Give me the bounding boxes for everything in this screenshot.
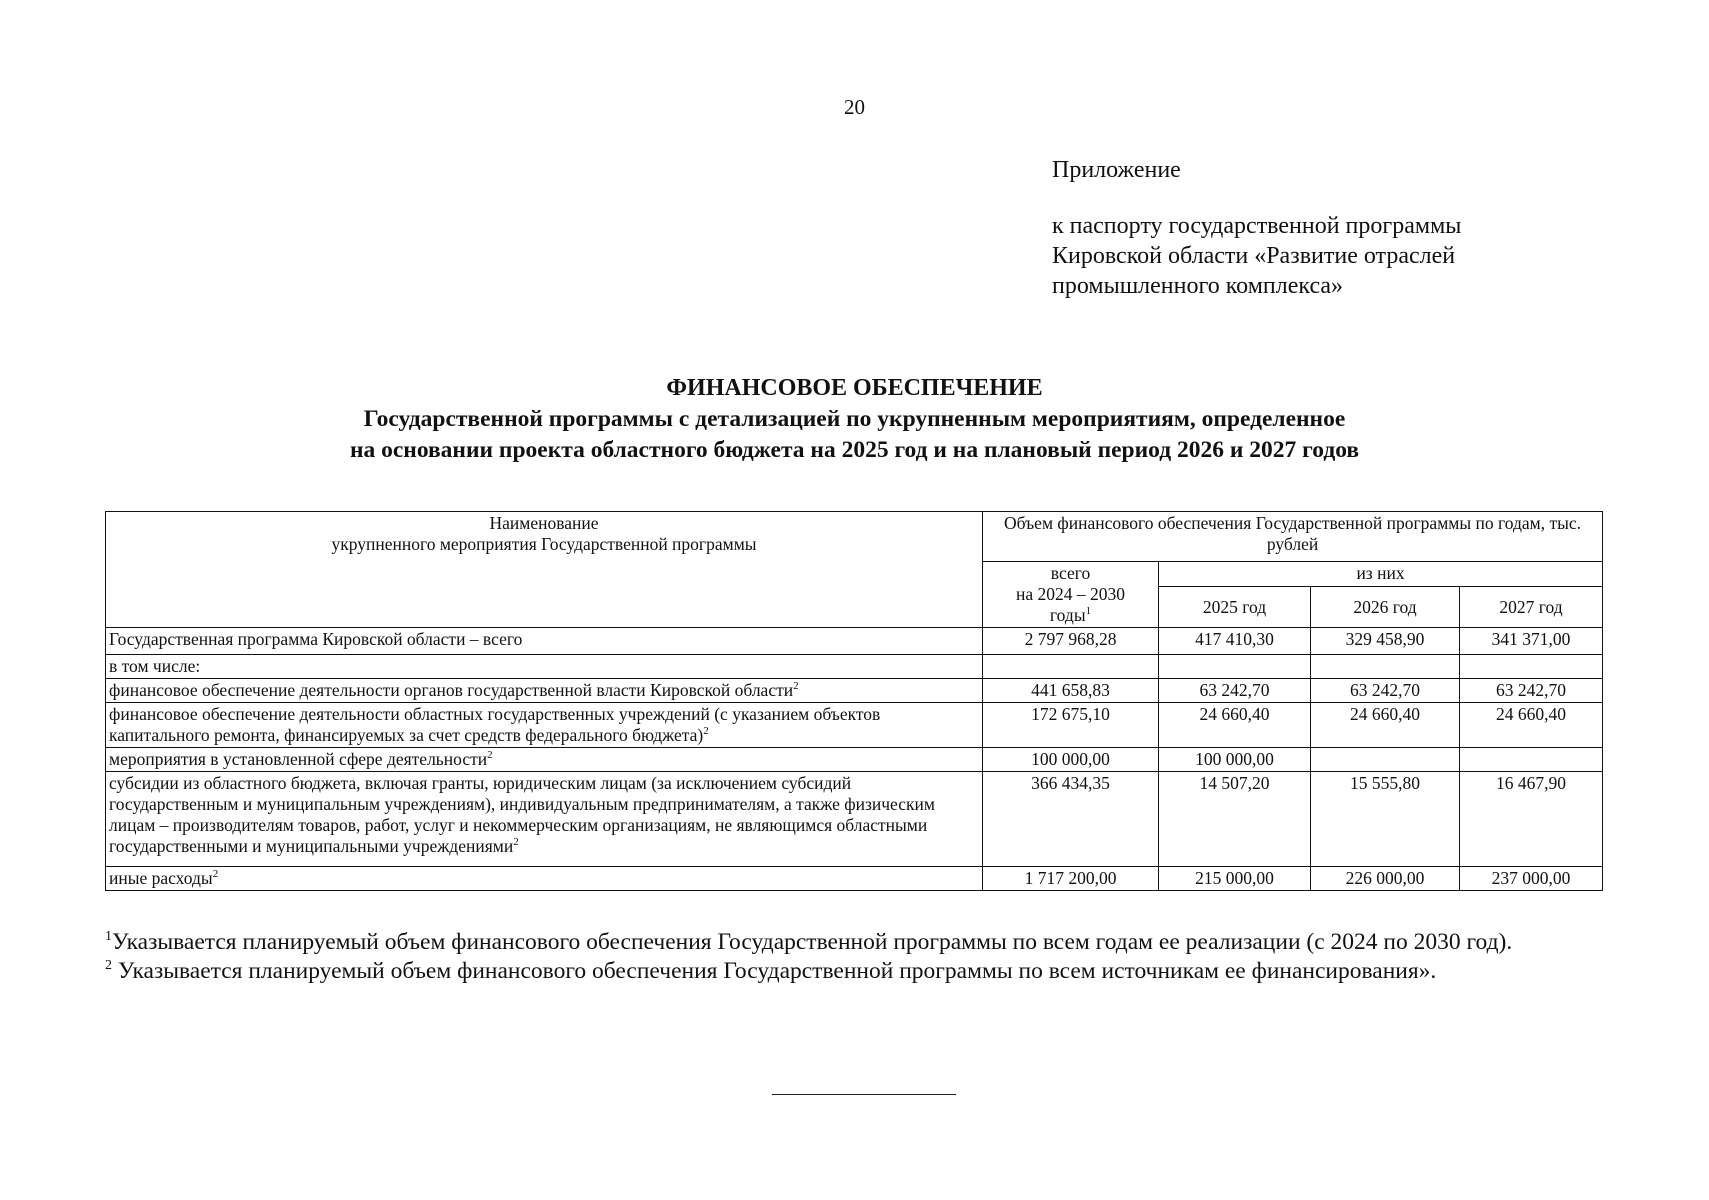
appendix-block [1052,155,1461,301]
footnote-mark: 1 [105,929,112,945]
row-2026 [1311,655,1460,679]
header-total-cell [983,562,1159,628]
footnote-mark: 2 [703,725,709,738]
row-name-text: иные расходы [109,868,213,888]
header-year-2025: 2025 год [1159,587,1311,628]
appendix-line: промышленного комплекса» [1052,273,1344,299]
row-name-text: субсидии из областного бюджета, включая гранты, юридическим лицам (за исключением субсидий государственным и муниципальным учреждениям), индивидуальным предпринимателям, а также физическим лицам – производителям товаров, работ, услуг и некоммерческим организациям, не являющимся областными государственными и муниципальными учреждениями [109,773,935,856]
footnote [105,928,1512,957]
table-row [106,655,1603,679]
financing-table [105,511,1603,891]
row-2026: 24 660,40 [1311,703,1460,748]
header-name-line: укрупненного мероприятия Государственной программы [331,534,757,554]
table-row [106,867,1603,891]
header-volume-cell: Объем финансового обеспечения Государственной программы по годам, тыс. рублей [983,512,1603,562]
document-heading [0,373,1709,466]
row-2025: 100 000,00 [1159,748,1311,772]
table-row [106,628,1603,655]
footnote-text: Указывается планируемый объем финансового обеспечения Государственной программы по всем источникам ее финансирования». [112,958,1437,984]
row-name [106,867,983,891]
row-2025: 63 242,70 [1159,679,1311,703]
row-2026: 15 555,80 [1311,772,1460,867]
row-2027 [1460,655,1603,679]
table-row [106,703,1603,748]
header-total-text: годы [1049,605,1086,625]
row-2027: 16 467,90 [1460,772,1603,867]
row-2027 [1460,748,1603,772]
header-year-2026: 2026 год [1311,587,1460,628]
row-total: 366 434,35 [983,772,1159,867]
row-total: 172 675,10 [983,703,1159,748]
row-2027: 341 371,00 [1460,628,1603,655]
footnote-mark: 2 [105,958,112,974]
row-name [106,628,983,655]
row-2025: 14 507,20 [1159,772,1311,867]
row-name [106,703,983,748]
appendix-line: к паспорту государственной программы [1052,213,1462,239]
footnote-mark: 2 [487,749,493,762]
row-2025: 417 410,30 [1159,628,1311,655]
row-2026: 63 242,70 [1311,679,1460,703]
appendix-title: Приложение [1052,157,1181,183]
row-2027: 63 242,70 [1460,679,1603,703]
row-total: 2 797 968,28 [983,628,1159,655]
row-2025: 215 000,00 [1159,867,1311,891]
header-of-them-cell: из них [1159,562,1603,587]
row-2026: 226 000,00 [1311,867,1460,891]
row-total: 1 717 200,00 [983,867,1159,891]
row-name-text: финансовое обеспечение деятельности органов государственной власти Кировской области [109,680,794,700]
header-year-2027: 2027 год [1460,587,1603,628]
page-number: 20 [844,95,865,119]
footnote-mark: 2 [212,868,219,881]
header-total-line [987,605,1154,626]
row-name [106,748,983,772]
table-row [106,679,1603,703]
footnote-text: Указывается планируемый объем финансового обеспечения Государственной программы по всем годам ее реализации (с 2024 по 2030 год). [112,929,1513,955]
row-2025: 24 660,40 [1159,703,1311,748]
row-name [106,679,983,703]
row-total: 441 658,83 [983,679,1159,703]
row-name-text: финансовое обеспечение деятельности областных государственных учреждений (с указанием объектов капитального ремонта, финансируемых за счет средств федерального бюджета) [109,704,881,745]
footnotes [105,928,1512,986]
header-name-cell [106,512,983,628]
row-2026: 329 458,90 [1311,628,1460,655]
row-2027: 24 660,40 [1460,703,1603,748]
row-name [106,772,983,867]
heading-subtitle-line: на основании проекта областного бюджета на 2025 год и на плановый период 2026 и 2027 годов [349,437,1360,463]
appendix-line: Кировской области «Развитие отраслей [1052,243,1456,269]
row-2027: 237 000,00 [1460,867,1603,891]
end-divider [772,1094,956,1095]
header-total-line: всего [1050,563,1091,583]
header-total-line: на 2024 – 2030 [1015,584,1125,604]
row-total [983,655,1159,679]
row-total: 100 000,00 [983,748,1159,772]
header-name-line: Наименование [489,513,599,533]
row-2025 [1159,655,1311,679]
footnote-mark: 1 [1085,605,1092,618]
row-2026 [1311,748,1460,772]
heading-title: ФИНАНСОВОЕ ОБЕСПЕЧЕНИЕ [666,375,1043,401]
footnote-mark: 2 [793,680,799,693]
row-name-text: мероприятия в установленной сфере деятельности [109,749,488,769]
footnote [105,957,1512,986]
row-name-text: Государственная программа Кировской области – всего [109,629,523,649]
heading-subtitle-line: Государственной программы с детализацией по укрупненным мероприятиям, определенное [363,406,1346,432]
table-row [106,772,1603,867]
row-name [106,655,983,679]
footnote-mark: 2 [513,836,519,849]
table-row [106,748,1603,772]
row-name-text: в том числе: [109,656,201,676]
